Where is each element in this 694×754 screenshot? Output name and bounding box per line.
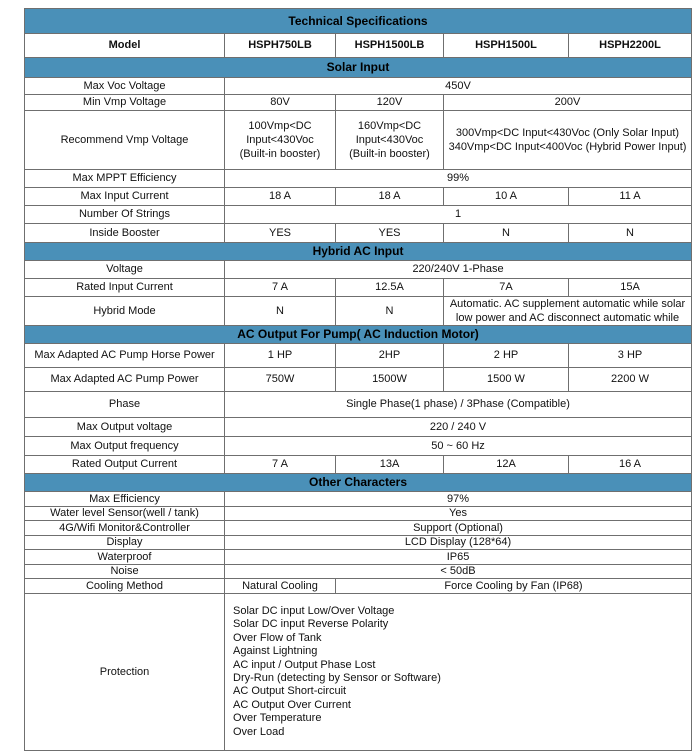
list-item: AC Output Short-circuit [233,685,347,698]
cell-value: 2 HP [444,344,569,368]
list-item: Solar DC input Reverse Polarity [233,618,389,631]
cell-value: 2200 W [569,368,692,392]
section-header-ac-output [25,326,692,344]
cell-value: Natural Cooling [225,579,336,594]
cell-value: 13A [336,456,444,474]
section-header-other-characters [25,474,692,492]
cell-value: LCD Display (128*64) [225,536,692,550]
text-line: (Built-in booster) [349,148,430,160]
model-header-row [25,34,692,58]
row-label: Rated Input Current [25,279,225,297]
cell-value: 99% [225,170,692,188]
table-row [25,78,692,95]
cell-value: 1500W [336,368,444,392]
section-title: Solar Input [25,58,692,78]
cell-value: N [569,224,692,243]
table-row [25,111,692,170]
section-header-solar-input [25,58,692,78]
section-header-hybrid-ac-input [25,243,692,261]
cell-value: 1 [225,206,692,224]
table-row [25,594,692,751]
table-row [25,579,692,594]
cell-value [444,297,692,326]
cell-value: 80V [225,95,336,111]
table-row [25,344,692,368]
table-row [25,170,692,188]
cell-value: 15A [569,279,692,297]
text-line: Automatic. AC supplement automatic while solar [449,298,686,310]
table-row [25,279,692,297]
row-label: Inside Booster [25,224,225,243]
row-label: Recommend Vmp Voltage [25,111,225,170]
cell-value: 7 A [225,279,336,297]
row-label: 4G/Wifi Monitor&Controller [25,521,225,536]
model-name: HSPH1500L [444,34,569,58]
cell-value: N [336,297,444,326]
model-header-label: Model [25,34,225,58]
cell-value: 1 HP [225,344,336,368]
row-label: Max Voc Voltage [25,78,225,95]
cell-value: YES [336,224,444,243]
cell-value: 7A [444,279,569,297]
cell-value: Force Cooling by Fan (IP68) [336,579,692,594]
row-label: Min Vmp Voltage [25,95,225,111]
table-row [25,492,692,507]
table-row [25,565,692,579]
table-row [25,392,692,418]
row-label: Max MPPT Efficiency [25,170,225,188]
text-line: 100Vmp<DC [248,120,312,132]
text-line: (Built-in booster) [239,148,321,160]
table-title: Technical Specifications [25,9,692,34]
section-title: Hybrid AC Input [25,243,692,261]
table-row [25,95,692,111]
table-row [25,456,692,474]
table-row [25,297,692,326]
cell-value: N [444,224,569,243]
cell-value: 7 A [225,456,336,474]
cell-value: 97% [225,492,692,507]
cell-value: 12A [444,456,569,474]
protection-items [233,605,689,739]
row-label: Waterproof [25,550,225,565]
spec-table [24,8,692,751]
table-row [25,368,692,392]
row-label: Display [25,536,225,550]
row-label: Protection [25,594,225,751]
cell-value [336,111,444,170]
row-label: Noise [25,565,225,579]
model-name: HSPH2200L [569,34,692,58]
row-label: Phase [25,392,225,418]
list-item: Against Lightning [233,645,318,658]
cell-value: 50 ~ 60 Hz [225,437,692,456]
list-item: AC Output Over Current [233,698,351,711]
cell-value: Single Phase(1 phase) / 3Phase (Compatible) [225,392,692,418]
protection-list [225,594,692,751]
list-item: Over Temperature [233,712,322,725]
table-row [25,550,692,565]
table-row [25,261,692,279]
row-label: Rated Output Current [25,456,225,474]
cell-value: 220 / 240 V [225,418,692,437]
cell-value [225,111,336,170]
text-line: Input<430Voc [355,134,424,146]
table-row [25,507,692,521]
section-title: Other Characters [25,474,692,492]
text-line: 160Vmp<DC [357,120,422,132]
cell-value: 3 HP [569,344,692,368]
cell-value: 11 A [569,188,692,206]
table-row [25,521,692,536]
cell-value: 18 A [225,188,336,206]
cell-value: 10 A [444,188,569,206]
section-title-row [25,9,692,34]
text-line: 300Vmp<DC Input<430Voc (Only Solar Input) [455,127,680,139]
row-label: Max Efficiency [25,492,225,507]
cell-value: IP65 [225,550,692,565]
cell-value: Yes [225,507,692,521]
list-item: Over Flow of Tank [233,631,322,644]
row-label: Voltage [25,261,225,279]
row-label: Max Adapted AC Pump Power [25,368,225,392]
cell-value: < 50dB [225,565,692,579]
cell-value: 200V [444,95,692,111]
cell-value: N [225,297,336,326]
cell-value: 12.5A [336,279,444,297]
cell-value: 1500 W [444,368,569,392]
table-row [25,188,692,206]
row-label: Cooling Method [25,579,225,594]
cell-value: Support (Optional) [225,521,692,536]
row-label: Max Adapted AC Pump Horse Power [25,344,225,368]
cell-value: 2HP [336,344,444,368]
row-label: Max Output voltage [25,418,225,437]
row-label: Hybrid Mode [25,297,225,326]
section-title: AC Output For Pump( AC Induction Motor) [25,326,692,344]
table-row [25,206,692,224]
model-name: HSPH750LB [225,34,336,58]
text-line: low power and AC disconnect automatic while [455,312,680,324]
cell-value [444,111,692,170]
cell-value: 120V [336,95,444,111]
cell-value: 220/240V 1-Phase [225,261,692,279]
cell-value: 16 A [569,456,692,474]
list-item: Solar DC input Low/Over Voltage [233,604,395,617]
row-label: Number Of Strings [25,206,225,224]
table-row [25,224,692,243]
list-item: AC input / Output Phase Lost [233,658,376,671]
model-name: HSPH1500LB [336,34,444,58]
row-label: Max Input Current [25,188,225,206]
row-label: Max Output frequency [25,437,225,456]
row-label: Water level Sensor(well / tank) [25,507,225,521]
text-line: Input<430Voc [246,134,314,146]
list-item: Dry-Run (detecting by Sensor or Software) [233,672,441,684]
cell-value: 750W [225,368,336,392]
text-line: 340Vmp<DC Input<400Voc (Hybrid Power Input) [448,141,687,153]
cell-value: 18 A [336,188,444,206]
table-row [25,536,692,550]
cell-value: 450V [225,78,692,95]
list-item: Over Load [233,725,285,738]
table-row [25,418,692,437]
table-row [25,437,692,456]
cell-value: YES [225,224,336,243]
